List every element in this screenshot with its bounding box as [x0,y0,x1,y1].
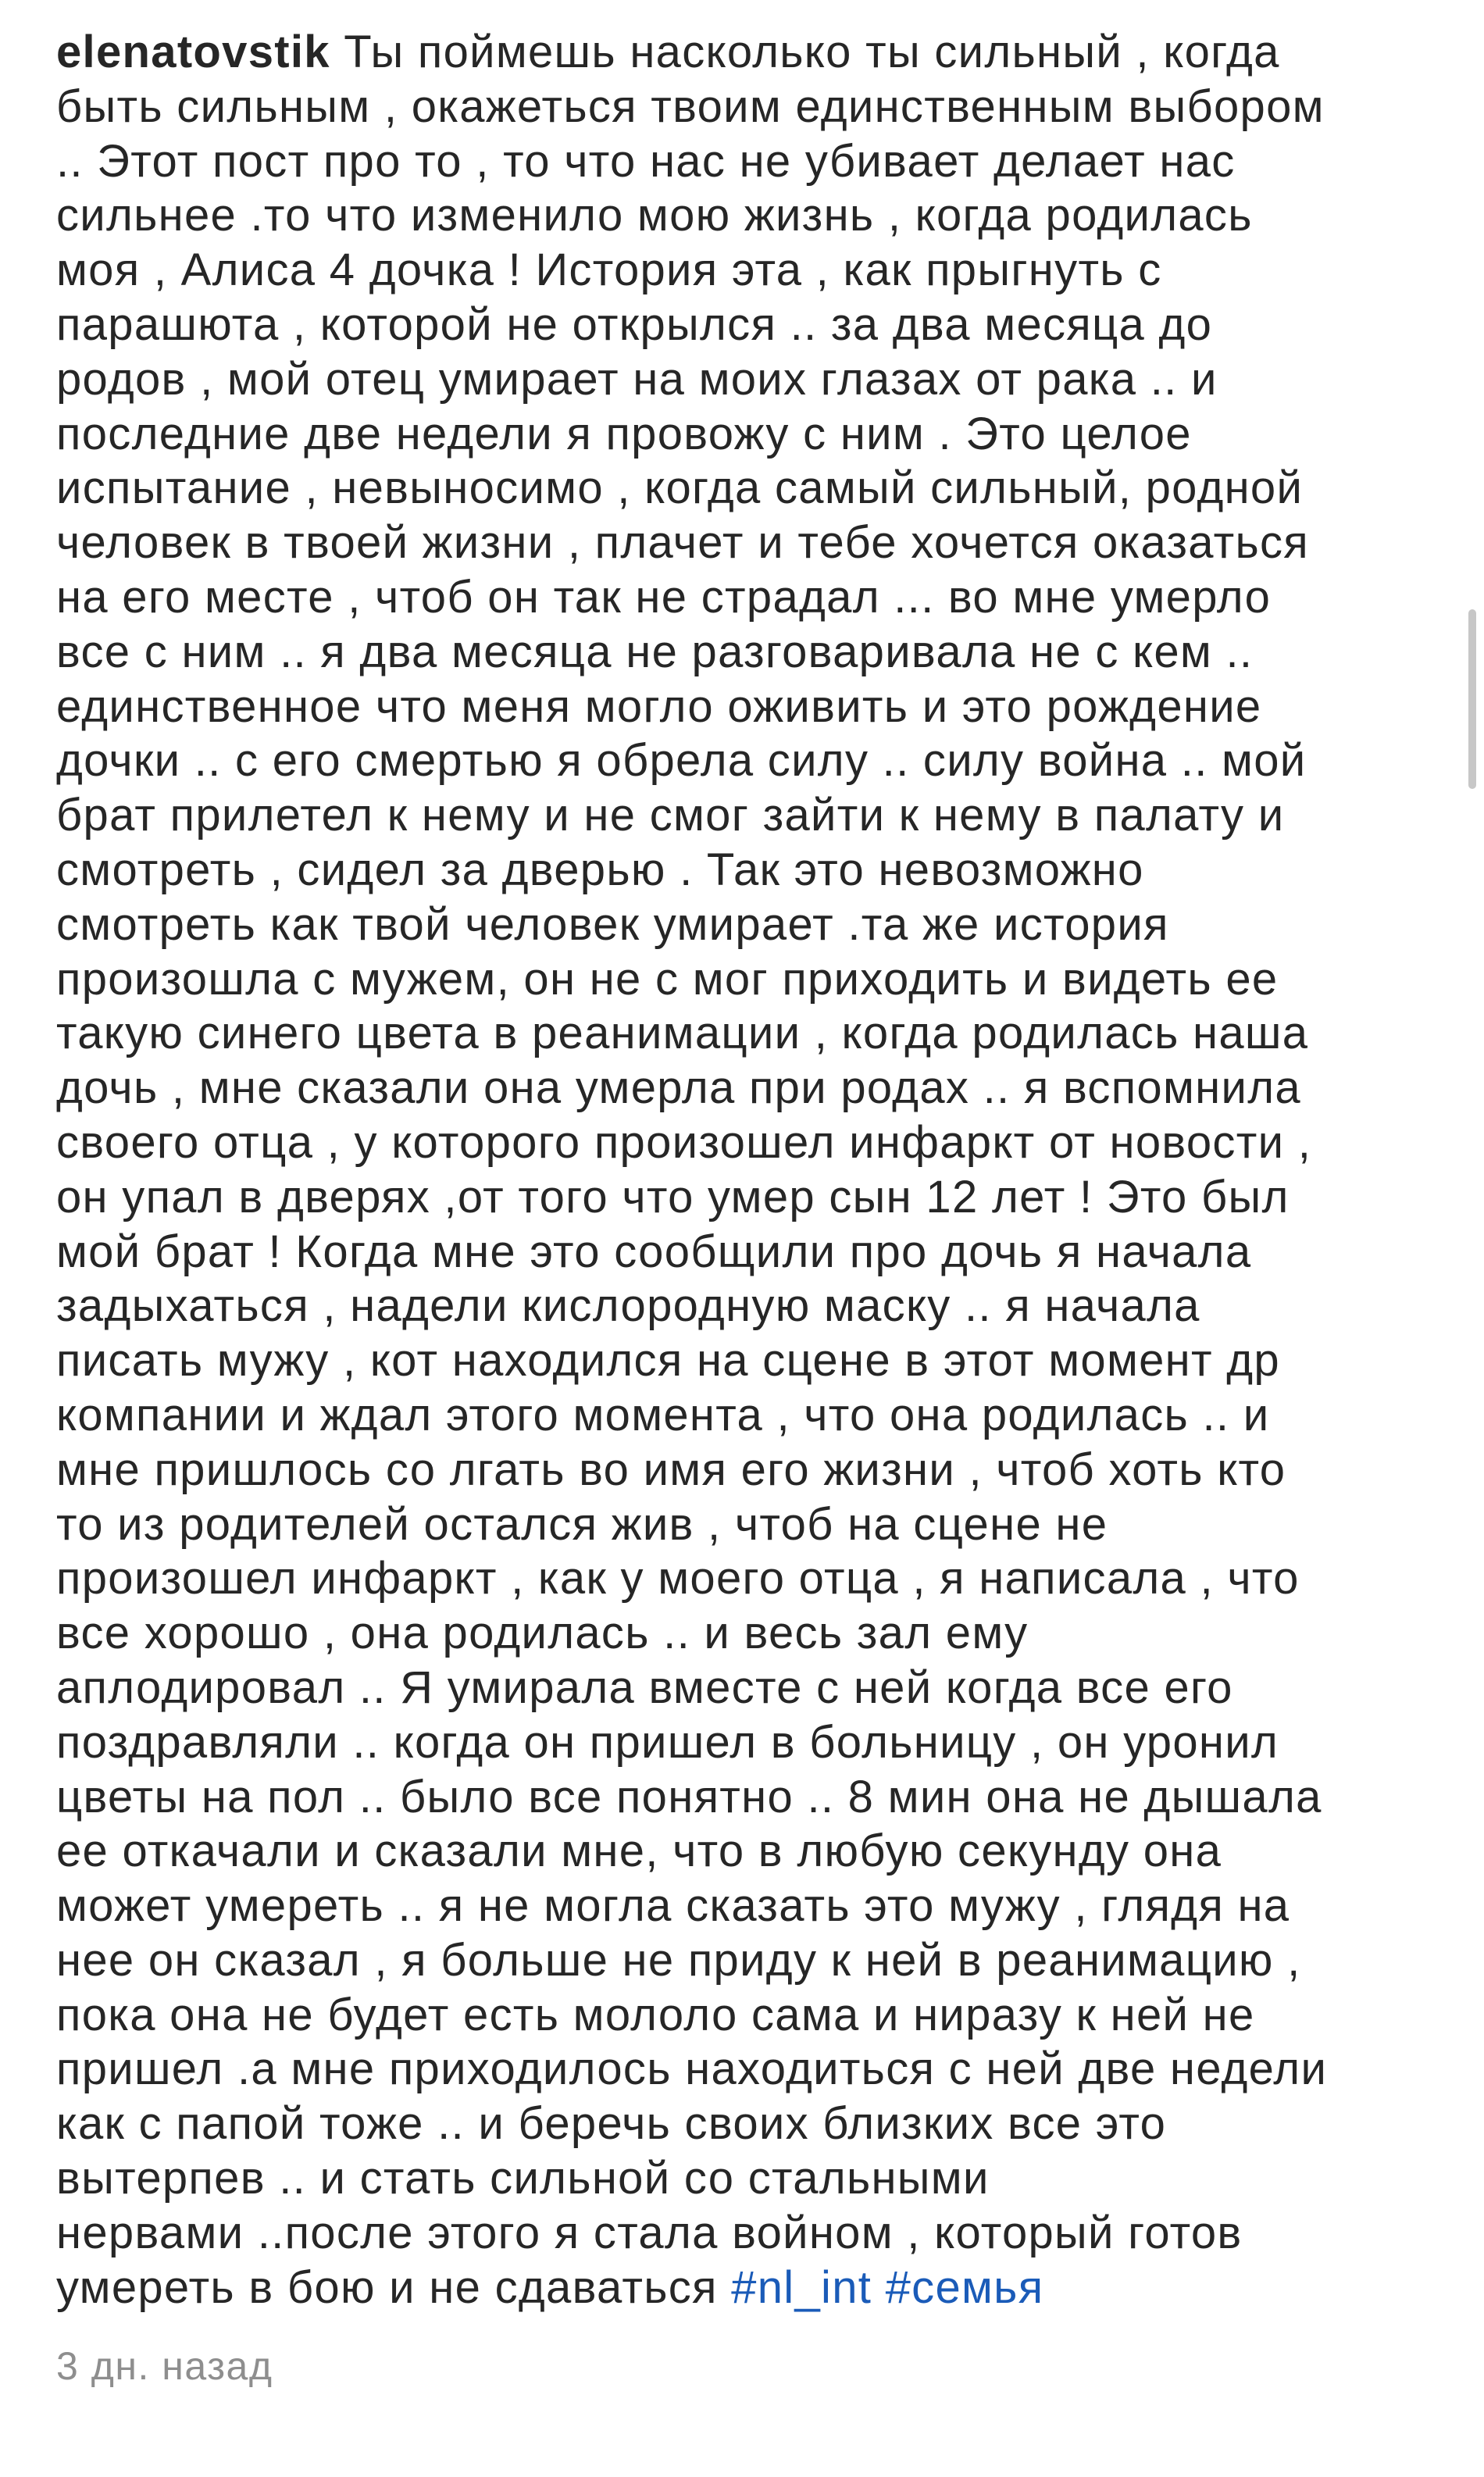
caption-line: пока она не будет есть мололо сама и ниразу к ней не [56,1989,1255,2040]
caption-line: компании и ждал этого момента , что она родилась .. и [56,1389,1270,1440]
caption-line: аплодировал .. Я умирала вместе с ней когда все его [56,1661,1233,1713]
caption-line: своего отца , у которого произошел инфаркт от новости , [56,1116,1312,1168]
caption-line: ее откачали и сказали мне, что в любую секунду она [56,1826,1222,1877]
post-timestamp: 3 дн. назад [56,2344,273,2388]
caption-line: нервами ..после этого я стала войном , который готов [56,2207,1243,2258]
caption-line: смотреть , сидел за дверью . Так это невозможно [56,844,1144,895]
caption-line: родов , мой отец умирает на моих глазах от рака .. и [56,353,1218,405]
caption-line: такую синего цвета в реанимации , когда родилась наша [56,1008,1309,1059]
username-link[interactable]: elenatovstik [56,27,330,77]
caption-line: дочки .. с его смертью я обрела силу .. силу война .. мой [56,735,1307,787]
caption-line: то из родителей остался жив , чтоб на сцене не [56,1498,1108,1550]
caption-text: Ты поймешь насколько ты сильный , когда [344,27,1280,77]
caption-line: брат прилетел к нему и не смог зайти к нему в палату и [56,790,1285,841]
caption-line: дочь , мне сказали она умерла при родах .. я вспомнила [56,1062,1301,1114]
caption-line: моя , Алиса 4 дочка ! История эта , как прыгнуть с [56,244,1162,296]
caption-line: писать мужу , кот находился на сцене в этот момент др [56,1335,1280,1387]
caption-line: произошла с мужем, он не с мог приходить и видеть ее [56,953,1279,1005]
caption-line: парашюта , которой не открылся .. за два месяца до [56,298,1213,350]
caption-line [56,25,1415,80]
caption-line: задыхаться , надели кислородную маску .. я начала [56,1280,1200,1332]
caption-line: сильнее .то что изменило мою жизнь , когда родилась [56,190,1253,241]
caption-line: вытерпев .. и стать сильной со стальными [56,2153,990,2204]
caption-text: умереть в бою и не сдаваться [56,2261,718,2313]
hashtag-link[interactable]: #nl_int [731,2261,872,2313]
hashtag-link[interactable]: #семья [885,2261,1044,2313]
scrollbar[interactable] [1468,609,1476,789]
caption-line: человек в твоей жизни , плачет и тебе хочется оказаться [56,517,1309,569]
caption-line: испытание , невыносимо , когда самый сильный, родной [56,462,1304,514]
caption-line: цветы на пол .. было все понятно .. 8 мин она не дышала [56,1771,1322,1822]
caption-line [56,2261,1415,2315]
caption-line: поздравляли .. когда он пришел в больницу , он уронил [56,1716,1279,1768]
caption-line: .. Этот пост про то , то что нас не убивает делает нас [56,135,1236,187]
caption-line: он упал в дверях ,от того что умер сын 12 лет ! Это был [56,1171,1290,1222]
caption-line: последние две недели я провожу с ним . Это целое [56,408,1192,459]
caption-line: как с папой тоже .. и беречь своих близких все это [56,2098,1167,2150]
caption-line: произошел инфаркт , как у моего отца , я написала , что [56,1553,1300,1604]
caption-line: смотреть как твой человек умирает .та же история [56,898,1169,950]
caption-line: все с ним .. я два месяца не разговаривала не с кем .. [56,626,1254,677]
caption-line: единственное что меня могло оживить и это рождение [56,680,1262,732]
caption-line: пришел .а мне приходилось находиться с ней две недели [56,2043,1328,2095]
caption-line: нее он сказал , я больше не приду к ней в реанимацию , [56,1934,1301,1986]
caption-line: мне пришлось со лгать во имя его жизни , чтоб хоть кто [56,1444,1286,1495]
caption-line: все хорошо , она родилась .. и весь зал ему [56,1608,1029,1659]
caption-line: может умереть .. я не могла сказать это мужу , глядя на [56,1880,1290,1932]
caption-line: на его месте , чтоб он так не страдал ... во мне умерло [56,571,1272,623]
caption-line: быть сильным , окажеться твоим единственным выбором [56,80,1325,132]
post-caption [56,25,1415,2315]
caption-line: мой брат ! Когда мне это сообщили про дочь я начала [56,1226,1252,1277]
